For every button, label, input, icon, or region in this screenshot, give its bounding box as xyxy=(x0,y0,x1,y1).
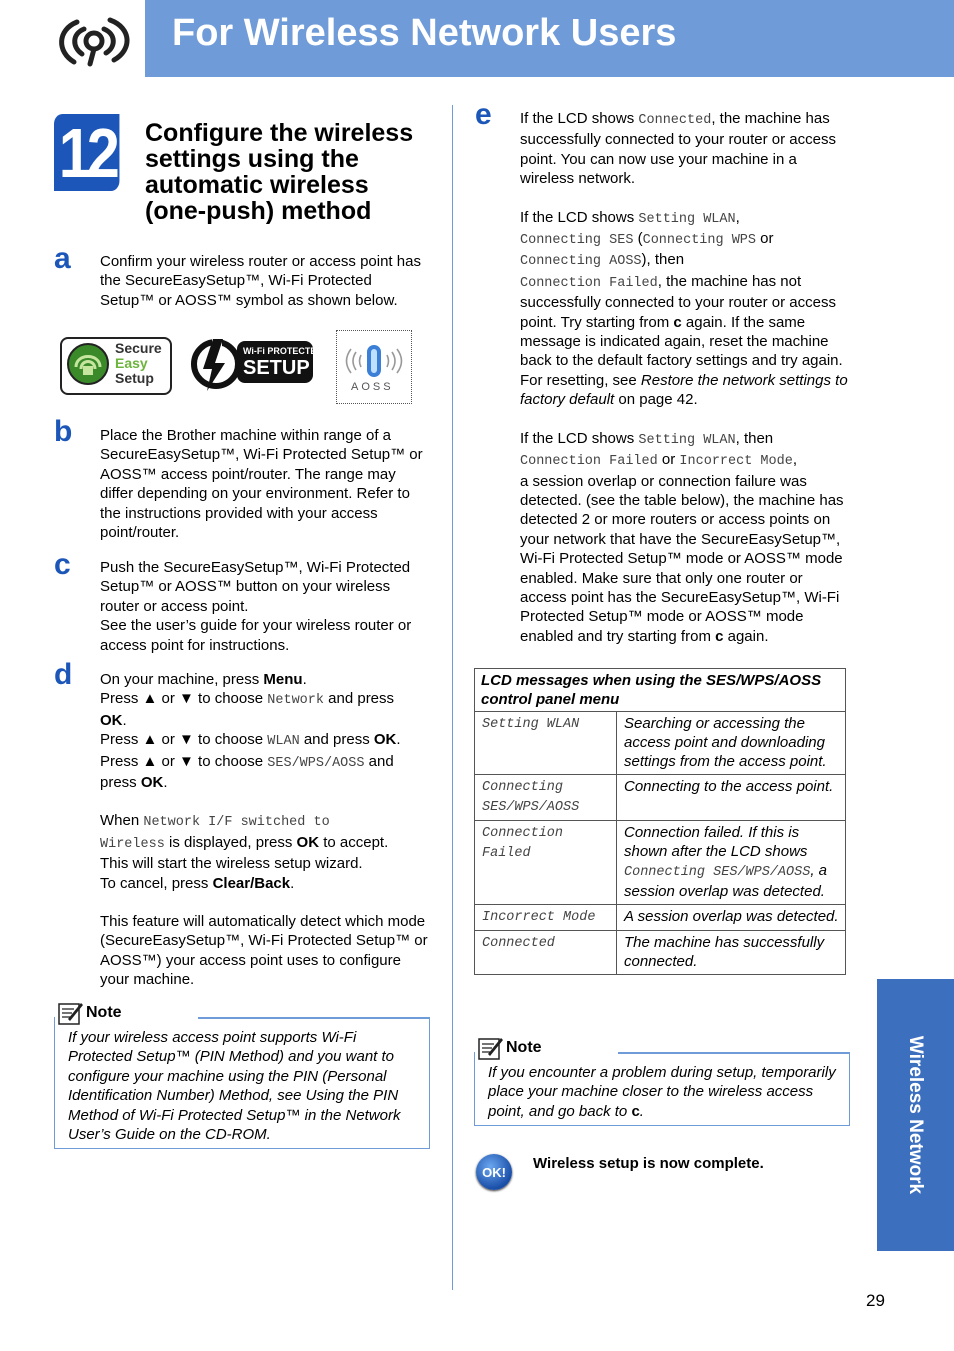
step-c-line-2: See the user’s guide for your wireless router or access point for instructions. xyxy=(100,617,412,654)
text: . xyxy=(163,774,168,792)
lcd-connected: Connected xyxy=(638,113,712,128)
wifi-protected-setup-logo xyxy=(191,337,323,391)
lcd-network-if: Network I/F switched to xyxy=(143,815,330,831)
lcd-wireless: Wireless xyxy=(100,836,165,852)
lcd-message: Setting WLAN xyxy=(482,717,580,732)
text: ( xyxy=(633,230,643,248)
text: When xyxy=(100,812,144,830)
step-d-text xyxy=(100,670,430,990)
step-letter-b: b xyxy=(54,415,73,448)
step-b-text: Place the Brother machine within range of a SecureEasySetup™, Wi-Fi Protected Setup™ or AOSS™ access point/router. The range may differ depending on your environment. Refer to the instructions provided with your access point/router. xyxy=(100,427,423,542)
text: Press ▲ or ▼ to choose xyxy=(100,690,268,708)
lcd-description: Searching or accessing the access point and downloading settings from the access point. xyxy=(617,712,846,775)
step-a-text: Confirm your wireless router or access point has the SecureEasySetup™, Wi-Fi Protected Setup™ or AOSS™ symbol as shown below. xyxy=(100,253,421,309)
lcd-message: Connection Failed xyxy=(482,826,564,861)
menu-key: Menu xyxy=(263,671,303,688)
lcd-description: The machine has successfully connected. xyxy=(617,931,846,975)
text: , the machine has not successfully connected to your router or access point. Try starting from xyxy=(520,272,836,331)
text: and xyxy=(364,752,394,770)
table-header: LCD messages when using the SES/WPS/AOSS control panel menu xyxy=(475,669,846,712)
text: again. If the same message is indicated again, reset the machine back to the default factory settings and try again. For resetting, see xyxy=(520,313,843,389)
text: , a session overlap was detected. xyxy=(624,862,828,900)
table-row xyxy=(475,821,846,905)
lcd-connection-failed: Connection Failed xyxy=(520,454,658,470)
text: . xyxy=(396,731,401,749)
lcd-description xyxy=(617,821,846,905)
text: , the machine has successfully connected to your router or access point. You can now use your machine in a wireless network. xyxy=(520,110,836,188)
lcd-connecting-wps: Connecting WPS xyxy=(642,233,757,249)
text: and press xyxy=(323,690,395,708)
ok-key: OK xyxy=(100,711,123,729)
lcd-setting-wlan: Setting WLAN xyxy=(638,211,736,227)
lcd-connecting-aoss: Connecting AOSS xyxy=(520,254,642,270)
text: Press ▲ or ▼ to choose xyxy=(100,731,268,749)
lcd-network: Network xyxy=(267,693,324,709)
note-label: Note xyxy=(86,1004,122,1021)
side-tab-label: Wireless Network xyxy=(905,1035,927,1195)
ok-key: OK xyxy=(296,833,320,851)
page-number: 29 xyxy=(866,1291,885,1310)
text: on page 42. xyxy=(614,391,698,409)
lcd-wlan: WLAN xyxy=(267,734,300,750)
step-number-badge: 12 xyxy=(54,114,119,191)
text: and press xyxy=(299,731,374,749)
text: . xyxy=(122,711,127,729)
step-c-line-1: Push the SecureEasySetup™, Wi-Fi Protected Setup™ or AOSS™ button on your wireless router or access point. xyxy=(100,559,411,615)
step-ref-c: c xyxy=(673,313,682,331)
text: or xyxy=(657,451,680,469)
table-header-row xyxy=(475,669,846,712)
step-ref-c: c xyxy=(631,1102,640,1120)
column-divider xyxy=(452,105,453,1290)
text: . xyxy=(302,671,307,688)
text: is displayed, press xyxy=(164,833,297,851)
text: again. xyxy=(723,627,769,645)
lcd-ses-wps-aoss: SES/WPS/AOSS xyxy=(267,755,365,771)
text: This will start the wireless setup wizard. xyxy=(100,855,363,873)
text: to accept. xyxy=(319,833,389,851)
ok-key: OK xyxy=(373,731,397,749)
lcd-message: Connecting SES/WPS/AOSS xyxy=(482,780,580,815)
text: ), then xyxy=(641,251,685,269)
step-c-text xyxy=(100,558,430,655)
lcd-connecting-ses-wps-aoss: Connecting SES/WPS/AOSS xyxy=(624,865,811,880)
text: If the LCD shows xyxy=(520,429,639,447)
clear-back-key: Clear/Back xyxy=(212,874,291,892)
note-label: Note xyxy=(506,1039,542,1056)
ok-badge-icon: OK! xyxy=(476,1154,512,1190)
text: . xyxy=(290,874,295,892)
text: . xyxy=(639,1102,644,1120)
note-right xyxy=(474,1035,850,1127)
step-letter-e: e xyxy=(475,98,492,131)
page-title: For Wireless Network Users xyxy=(172,12,677,54)
note-text xyxy=(488,1063,840,1121)
ses-line-1: Secure xyxy=(115,340,162,356)
step-letter-d: d xyxy=(54,658,73,691)
text: To cancel, press xyxy=(100,874,213,892)
table-row xyxy=(475,905,846,931)
wireless-icon xyxy=(52,12,136,68)
lcd-message: Connected xyxy=(482,936,555,951)
step-letter-c: c xyxy=(54,548,71,581)
text: Press ▲ or ▼ to choose xyxy=(100,752,268,770)
lcd-messages-table xyxy=(474,668,846,975)
note-left xyxy=(54,1000,430,1150)
ok-key: OK xyxy=(140,774,164,792)
table-row xyxy=(475,775,846,821)
lcd-incorrect-mode: Incorrect Mode xyxy=(679,454,793,470)
table-row xyxy=(475,931,846,975)
lcd-description: A session overlap was detected. xyxy=(617,905,846,931)
text: , xyxy=(735,208,740,226)
text: press xyxy=(100,774,141,792)
text: , xyxy=(792,451,798,469)
secure-easy-setup-logo xyxy=(60,337,172,395)
text: Connection failed. If this is shown after the LCD shows xyxy=(624,824,808,860)
text: If the LCD shows xyxy=(520,208,639,226)
lcd-connecting-ses: Connecting SES xyxy=(520,233,634,249)
lcd-connection-failed: Connection Failed xyxy=(520,275,658,291)
text: If the LCD shows xyxy=(520,110,639,127)
text: or xyxy=(756,230,774,248)
ses-line-3: Setup xyxy=(115,370,154,386)
ses-line-2: Easy xyxy=(115,355,148,371)
text: If you encounter a problem during setup, temporarily place your machine closer to the wireless access point, and go back to xyxy=(488,1064,836,1120)
note-text: If your wireless access point supports Wi-Fi Protected Setup™ (PIN Method) and you want to configure your machine using the PIN (Personal Identification Number) Method, see Using the PIN Method of Wi-Fi Protected Setup™ in the Network User’s Guide on the CD-ROM. xyxy=(68,1029,401,1144)
cross-reference: Restore the network settings to factory default xyxy=(520,371,848,409)
table-row xyxy=(475,712,846,775)
text: On your machine, press xyxy=(100,671,264,688)
wps-bottom-text: SETUP xyxy=(243,357,310,379)
lcd-setting-wlan: Setting WLAN xyxy=(638,432,736,448)
step-e-text xyxy=(520,109,852,646)
step-letter-a: a xyxy=(54,242,71,275)
aoss-text: AOSS xyxy=(351,381,394,393)
lcd-message: Incorrect Mode xyxy=(482,910,596,925)
step-title: Configure the wireless settings using the automatic wireless (one-push) method xyxy=(145,119,414,225)
completion-text: Wireless setup is now complete. xyxy=(533,1155,764,1172)
lcd-description: Connecting to the access point. xyxy=(617,775,846,821)
text: , then xyxy=(735,429,774,447)
step-ref-c: c xyxy=(715,627,724,645)
wps-top-text: Wi-Fi PROTECTED xyxy=(243,346,323,356)
aoss-logo xyxy=(336,330,412,404)
text: This feature will automatically detect which mode (SecureEasySetup™, Wi-Fi Protected Setup™ or AOSS™) your access point uses to configure your machine. xyxy=(100,913,428,989)
text: a session overlap or connection failure was detected. (see the table below), the machine has detected 2 or more routers or access points on your network that have the SecureEasySetup™, Wi-Fi Protected Setup™ mode or AOSS™ mode enabled. Make sure that only one router or access point has the SecureEasySetup™, Wi-Fi Protected Setup™ mode or AOSS™ mode enabled and try starting from xyxy=(520,472,844,645)
side-tab-label-wrap xyxy=(877,979,954,1251)
